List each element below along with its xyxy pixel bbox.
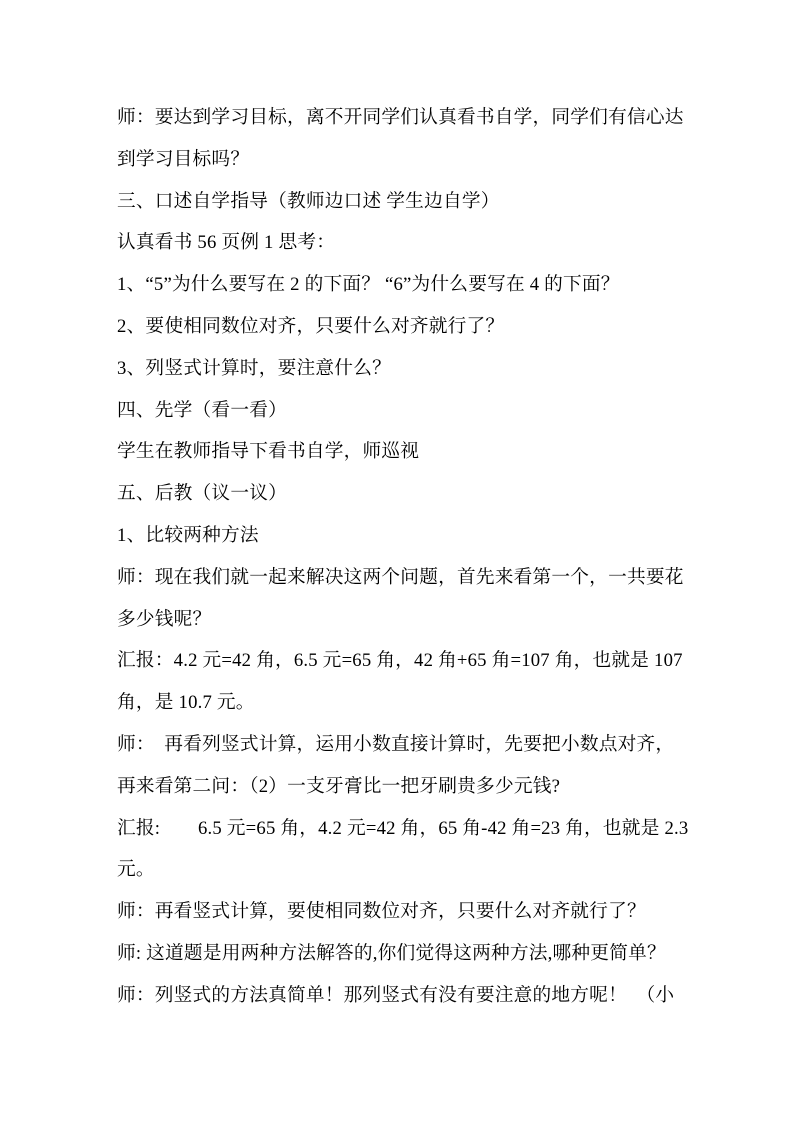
- text-line: 2、要使相同数位对齐，只要什么对齐就行了？: [117, 315, 505, 337]
- text-line: 师：现在我们就一起来解决这两个问题，首先来看第一个，一共要花: [117, 566, 684, 588]
- text-line: 师：再看竖式计算，要使相同数位对齐，只要什么对齐就行了？: [117, 901, 646, 923]
- text-line: 再来看第二问：（2）一支牙膏比一把牙刷贵多少元钱?: [117, 775, 561, 797]
- text-line: 1、“5”为什么要写在 2 的下面？ “6”为什么要写在 4 的下面？: [117, 274, 620, 296]
- text-line: 师： 再看列竖式计算，运用小数直接计算时，先要把小数点对齐，: [117, 733, 675, 755]
- text-line: 汇报: 6.5 元=65 角，4.2 元=42 角，65 角-42 角=23 角，也就是 2.3: [117, 817, 689, 839]
- text-line: 五、后教（议一议）: [117, 483, 287, 505]
- text-line: 学生在教师指导下看书自学，师巡视: [117, 441, 420, 463]
- text-line: 元。: [117, 859, 155, 881]
- text-line: 师：列竖式的方法真简单！那列竖式有没有要注意的地方呢！ （小: [117, 984, 675, 1006]
- text-line: 汇报：4.2 元=42 角，6.5 元=65 角，42 角+65 角=107 角，也就是 107: [117, 650, 683, 672]
- text-line: 四、先学（看一看）: [117, 399, 287, 421]
- text-line: 师：要达到学习目标，离不开同学们认真看书自学，同学们有信心达: [117, 107, 684, 128]
- text-line: 3、列竖式计算时，要注意什么？: [117, 357, 391, 379]
- text-line: 多少钱呢？: [117, 608, 212, 630]
- text-line: 1、比较两种方法: [117, 524, 259, 546]
- text-line: 三、口述自学指导（教师边口述 学生边自学）: [117, 190, 500, 212]
- text-line: 认真看书 56 页例 1 思考：: [117, 232, 336, 254]
- text-line: 到学习目标吗？: [117, 148, 250, 170]
- text-line: 师: 这道题是用两种方法解答的,你们觉得这两种方法,哪种更简单？: [117, 942, 666, 964]
- document-body: [117, 97, 717, 1017]
- text-line: 角，是 10.7 元。: [117, 692, 255, 714]
